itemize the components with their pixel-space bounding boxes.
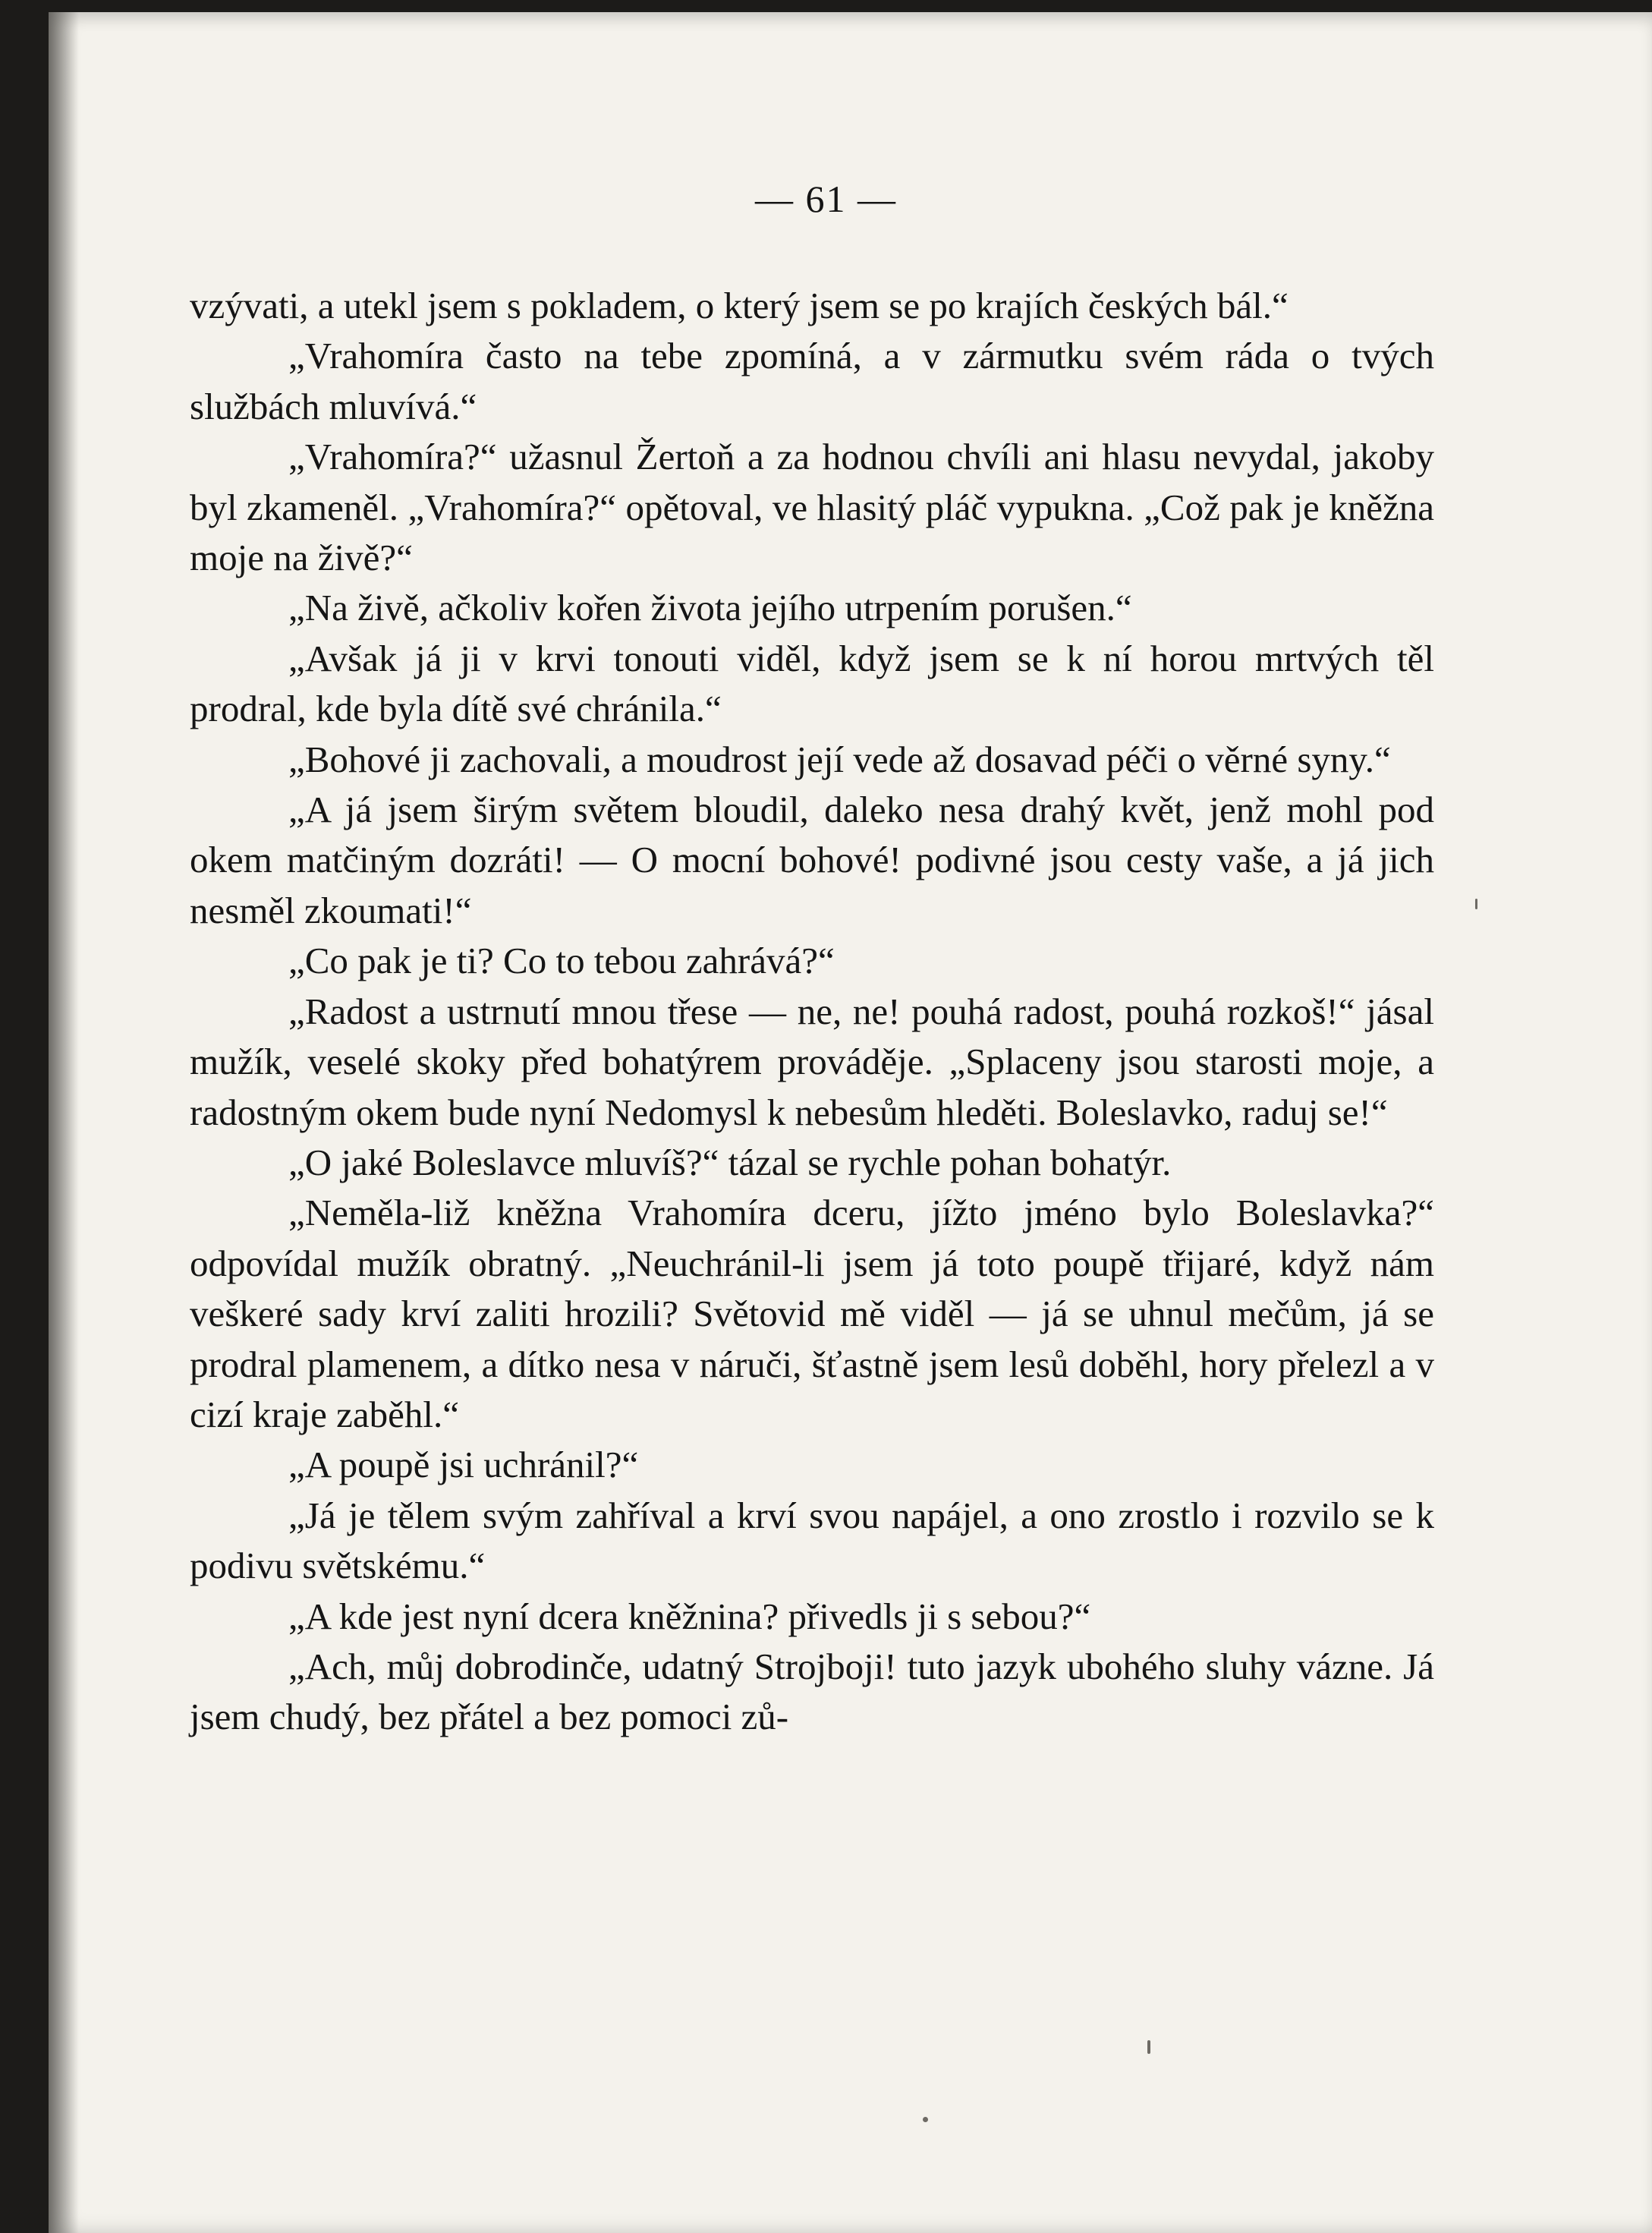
paragraph: „Avšak já ji v krvi tonouti viděl, když jsem se k ní horou mrtvých těl prodral, kde byla dítě své chránila.“: [190, 637, 1434, 730]
page-number: — 61 —: [755, 178, 897, 220]
paragraph: „A poupě jsi uchránil?“: [288, 1444, 639, 1486]
paragraph: „Vrahomíra často na tebe zpomíná, a v zármutku svém ráda o tvých službách mluvívá.“: [190, 335, 1434, 427]
body-text: [190, 281, 1434, 1743]
paragraph: „Já je tělem svým zahříval a krví svou napájel, a ono zrostlo i rozvilo se k podivu světskému.“: [190, 1494, 1434, 1587]
paragraph: „A já jsem širým světem bloudil, daleko nesa drahý květ, jenž mohl pod okem matčiným dozráti! — O mocní bohové! podivné jsou cesty vaše, a já jich nesměl zkoumati!“: [190, 789, 1434, 931]
paragraph: „Co pak je ti? Co to tebou zahrává?“: [288, 940, 835, 982]
paper-speck: [923, 2117, 928, 2122]
paragraph: „Neměla-liž kněžna Vrahomíra dceru, jížto jméno bylo Boleslavka?“ odpovídal mužík obratný. „Neuchránil-li jsem já toto poupě třijaré, když nám veškeré sady krví zaliti hrozili? Světovid mě viděl — já se uhnul mečům, já se prodral plamenem, a dítko nesa v náruči, šťastně jsem lesů doběhl, hory přelezl a v cizí kraje zaběhl.“: [190, 1192, 1434, 1435]
paper-speck: [1147, 2040, 1150, 2054]
paragraph: „A kde jest nyní dcera kněžnina? přivedls ji s sebou?“: [288, 1595, 1091, 1637]
paragraph: vzývati, a utekl jsem s pokladem, o který jsem se po krajích českých bál.“: [190, 285, 1289, 326]
paper-speck: [1475, 899, 1477, 909]
paragraph: „Radost a ustrnutí mnou třese — ne, ne! pouhá radost, pouhá rozkoš!“ jásal mužík, veselé skoky před bohatýrem prováděje. „Splaceny jsou starosti moje, a radostným okem bude nyní Nedomysl k nebesům hleděti. Boleslavko, raduj se!“: [190, 990, 1434, 1133]
paragraph: „O jaké Boleslavce mluvíš?“ tázal se rychle pohan bohatýr.: [288, 1141, 1172, 1183]
paragraph: „Ach, můj dobrodinče, udatný Strojboji! tuto jazyk ubohého sluhy vázne. Já jsem chudý, bez přátel a bez pomoci zů-: [190, 1645, 1434, 1738]
paragraph: „Bohové ji zachovali, a moudrost její vede až dosavad péči o věrné syny.“: [288, 738, 1391, 780]
paragraph: „Vrahomíra?“ užasnul Žertoň a za hodnou chvíli ani hlasu nevydal, jakoby byl zkameněl. „Vrahomíra?“ opětoval, ve hlasitý pláč vypukna. „Což pak je kněžna moje na živě?“: [190, 436, 1434, 579]
paragraph: „Na živě, ačkoliv kořen života jejího utrpením porušen.“: [288, 587, 1132, 629]
